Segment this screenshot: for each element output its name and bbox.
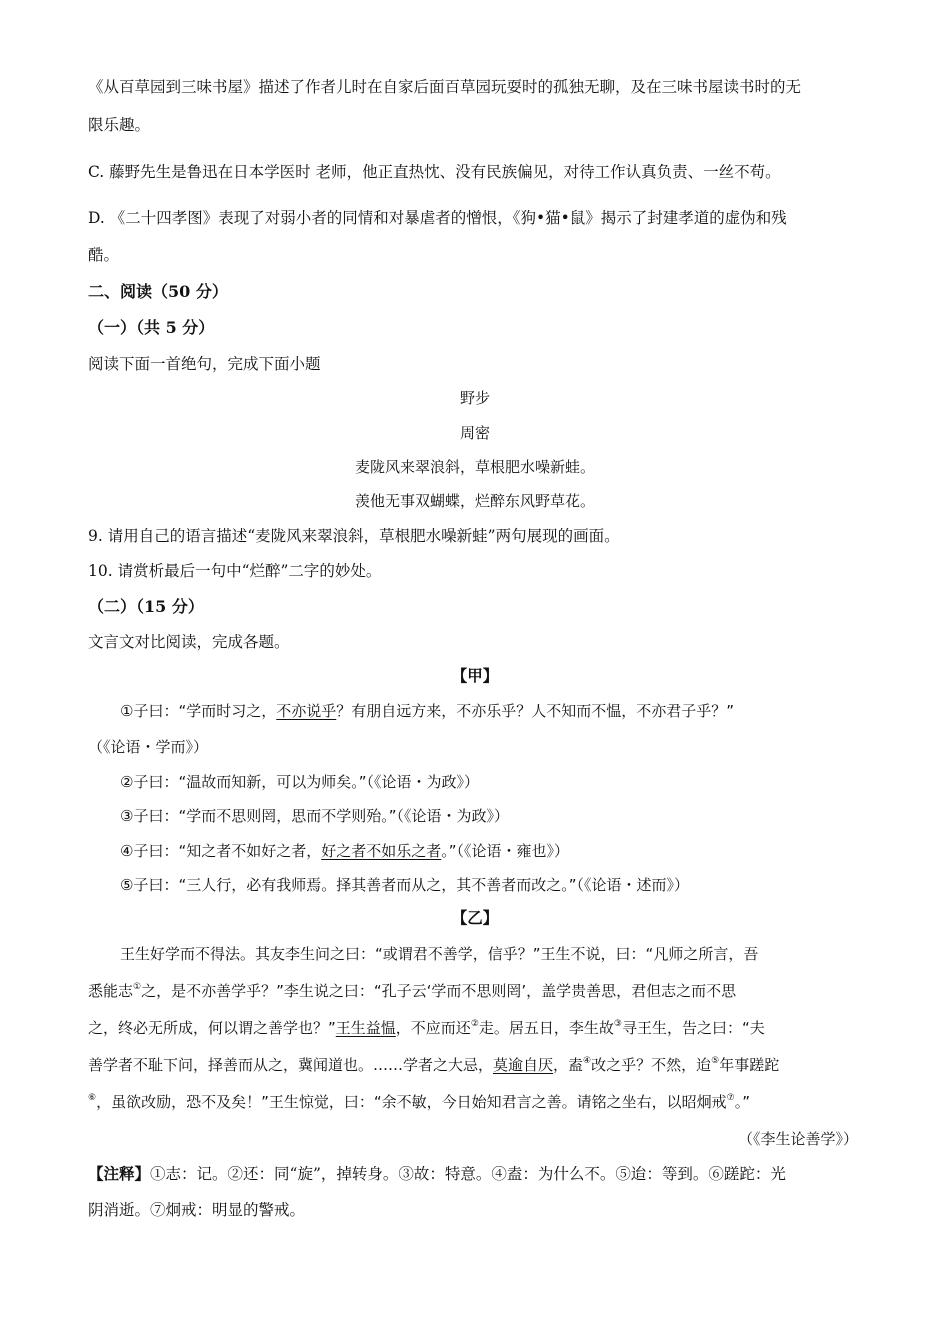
yi-paragraph-line1: 王生好学而不得法。其友李生问之曰：“或谓君不善学，信乎？”王生不说，曰：“凡师之所言，吾 [120,945,759,963]
yi-paragraph-line2: 悉能志①之，是不亦善学乎？”李生说之曰：“孔子云‘学而不思则罔’，盖学贵善思，君但志之而不思 [88,982,737,1000]
reading-heading: 二、阅读（50 分） [88,282,228,301]
part1-instruction: 阅读下面一首绝句，完成下面小题 [88,355,321,373]
part2-heading: （二）（15 分） [88,597,204,616]
underlined-phrase: 不亦说乎 [276,702,337,720]
yi-label: 【乙】 [451,908,499,927]
notes-label: 【注释】 [88,1164,151,1183]
note-marker: ① [133,982,142,992]
jia-label: 【甲】 [451,666,499,685]
note-marker: ④ [583,1056,592,1066]
question-9: 9. 请用自己的语言描述“麦陇风来翠浪斜，草根肥水噪新蛙”两句展现的画面。 [88,527,620,545]
option-b-text-line2: 限乐趣。 [88,116,151,134]
yi-source: （《李生论善学》） [737,1130,858,1148]
jia-sentence-1-source: （《论语・学而》） [88,738,209,756]
jia-sentence-3: ③子曰：“学而不思则罔，思而不学则殆。”（《论语・为政》） [120,807,509,825]
note-marker: ③ [613,1019,622,1029]
jia-sentence-4: ④子曰：“知之者不如好之者，好之者不如乐之者。”（《论语・雍也》） [120,842,570,860]
yi-paragraph-line5: ⑥，虽欲改励，恐不及矣！”王生惊觉，曰：“余不敏，今日始知君言之善。请铭之坐右，以昭炯戒⑦。” [88,1093,750,1111]
yi-paragraph-line3: 之，终必无所成，何以谓之善学也？”王生益愠，不应而还②走。居五日，李生故③寻王生，告之曰：“夫 [88,1019,765,1037]
note-marker: ② [470,1019,479,1029]
jia-sentence-1: ①子曰：“学而时习之，不亦说乎？有朋自远方来，不亦乐乎？人不知而不愠，不亦君子乎？” [120,702,735,720]
part1-heading: （一）（共 5 分） [88,318,215,337]
underlined-phrase: 莫逾自厌 [493,1056,554,1074]
notes-line2: 阴消逝。⑦炯戒：明显的警戒。 [88,1201,306,1219]
poem-line-1: 麦陇风来翠浪斜，草根肥水噪新蛙。 [354,458,595,476]
question-10: 10. 请赏析最后一句中“烂醉”二字的妙处。 [88,562,382,580]
option-b-text-line1: 《从百草园到三味书屋》描述了作者儿时在自家后面百草园玩耍时的孤独无聊，及在三味书屋读书时的无 [88,78,802,96]
notes-line1: 【注释】①志：记。②还：同“旋”，掉转身。③故：特意。④盍：为什么不。⑤迨：等到。⑥蹉跎：光 [88,1164,786,1183]
jia-sentence-2: ②子曰：“温故而知新，可以为师矣。”（《论语・为政》） [120,773,479,791]
note-marker: ⑤ [711,1056,720,1066]
yi-paragraph-line4: 善学者不耻下问，择善而从之，冀闻道也。……学者之大忌，莫逾自厌，盍④改之乎？不然，迨⑤年事蹉跎 [88,1056,780,1074]
poem-author: 周密 [459,424,490,442]
underlined-phrase: 好之者不如乐之者 [321,842,442,860]
poem-line-2: 羡他无事双蝴蝶，烂醉东风野草花。 [354,492,595,510]
jia-sentence-5: ⑤子曰：“三人行，必有我师焉。择其善者而从之，其不善者而改之。”（《论语・述而》） [120,876,689,894]
note-marker: ⑦ [726,1093,735,1103]
option-c-text: C. 藤野先生是鲁迅在日本学医时 老师，他正直热忱、没有民族偏见，对待工作认真负责、一丝不苟。 [88,163,781,181]
underlined-phrase: 王生益愠 [335,1019,396,1037]
note-marker: ⑥ [88,1093,97,1103]
part2-instruction: 文言文对比阅读，完成各题。 [88,633,290,651]
option-d-text-line1: D. 《二十四孝图》表现了对弱小者的同情和对暴虐者的憎恨，《狗•猫•鼠》揭示了封建孝道的虚伪和残 [88,209,787,227]
poem-title: 野步 [459,389,490,407]
option-d-text-line2: 酷。 [88,246,120,264]
